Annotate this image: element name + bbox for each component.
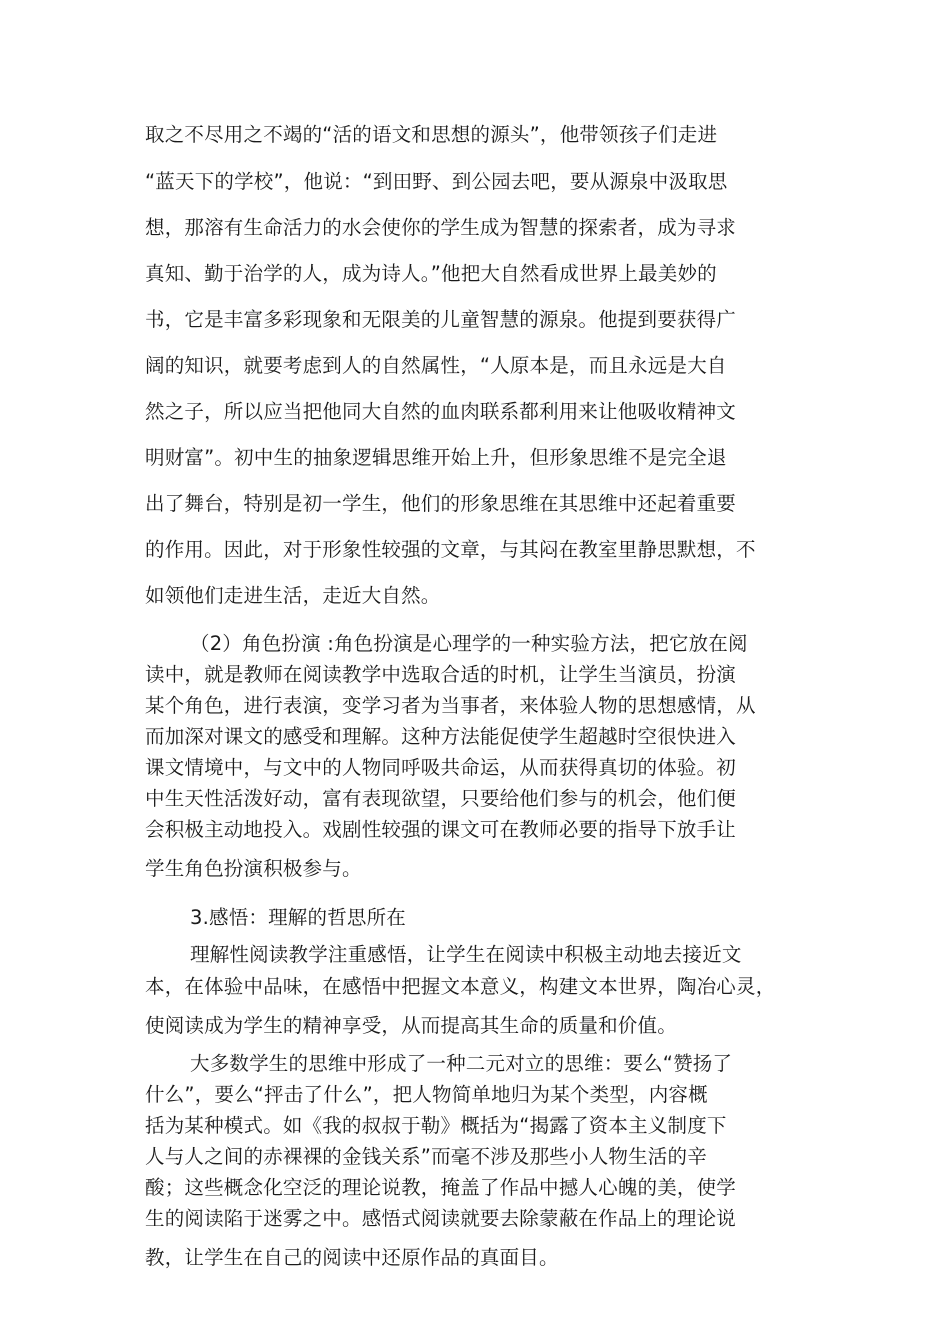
paragraph-line: 想，那溶有生命活力的水会使你的学生成为智慧的探索者，成为寻求 [145, 216, 737, 239]
paragraph-line: 括为某种模式。如《我的叔叔于勒》概括为“揭露了资本主义制度下 [145, 1114, 727, 1137]
paragraph-line: 真知、勤于治学的人，成为诗人。”他把大自然看成世界上最美妙的 [145, 262, 717, 285]
paragraph-line: 教，让学生在自己的阅读中还原作品的真面目。 [145, 1246, 559, 1269]
paragraph-line: 中生天性活泼好动，富有表现欲望，只要给他们参与的机会，他们便 [145, 787, 737, 810]
paragraph-line: 会积极主动地投入。戏剧性较强的课文可在教师必要的指导下放手让 [145, 818, 737, 841]
paragraph-line: 的作用。因此，对于形象性较强的文章，与其闷在教室里静思默想，不 [145, 538, 756, 561]
paragraph-line: 使阅读成为学生的精神享受，从而提高其生命的质量和价值。 [145, 1014, 677, 1037]
section-heading: 3.感悟：理解的哲思所在 [190, 906, 407, 929]
paragraph-line: 理解性阅读教学注重感悟，让学生在阅读中积极主动地去接近文 [190, 943, 742, 966]
paragraph-line: 如领他们走进生活，走近大自然。 [145, 584, 441, 607]
paragraph-line: 某个角色，进行表演，变学习者为当事者，来体验人物的思想感情，从 [145, 694, 756, 717]
paragraph-line: 什么”，要么“抨击了什么”，把人物简单地归为某个类型，内容概 [145, 1083, 708, 1106]
paragraph-line: 本，在体验中品味，在感悟中把握文本意义，构建文本世界，陶冶心灵， [145, 975, 776, 998]
paragraph-line: （2）角色扮演 :角色扮演是心理学的一种实验方法，把它放在阅 [190, 632, 748, 655]
paragraph-line: 书，它是丰富多彩现象和无限美的儿童智慧的源泉。他提到要获得广 [145, 308, 737, 331]
paragraph-line: 人与人之间的赤裸裸的金钱关系”而毫不涉及那些小人物生活的辛 [145, 1145, 707, 1168]
paragraph-line: 出了舞台，特别是初一学生，他们的形象思维在其思维中还起着重要 [145, 492, 737, 515]
paragraph-line: 明财富”。初中生的抽象逻辑思维开始上升，但形象思维不是完全退 [145, 446, 727, 469]
paragraph-line: “蓝天下的学校”，他说：“到田野、到公园去吧，要从源泉中汲取思 [145, 170, 728, 193]
paragraph-line: 取之不尽用之不竭的“活的语文和思想的源头”，他带领孩子们走进 [145, 123, 718, 146]
paragraph-line: 而加深对课文的感受和理解。这种方法能促使学生超越时空很快进入 [145, 725, 737, 748]
paragraph-line: 阔的知识，就要考虑到人的自然属性，“人原本是，而且永远是大自 [145, 354, 727, 377]
paragraph-line: 大多数学生的思维中形成了一种二元对立的思维：要么“赞扬了 [190, 1052, 733, 1075]
paragraph-line: 读中，就是教师在阅读教学中选取合适的时机，让学生当演员，扮演 [145, 663, 737, 686]
paragraph-line: 酸；这些概念化空泛的理论说教，掩盖了作品中撼人心魄的美，使学 [145, 1176, 737, 1199]
paragraph-line: 学生角色扮演积极参与。 [145, 857, 362, 880]
paragraph-line: 课文情境中，与文中的人物同呼吸共命运，从而获得真切的体验。初 [145, 756, 737, 779]
paragraph-line: 然之子，所以应当把他同大自然的血肉联系都利用来让他吸收精神文 [145, 400, 737, 423]
paragraph-line: 生的阅读陷于迷雾之中。感悟式阅读就要去除蒙蔽在作品上的理论说 [145, 1207, 737, 1230]
